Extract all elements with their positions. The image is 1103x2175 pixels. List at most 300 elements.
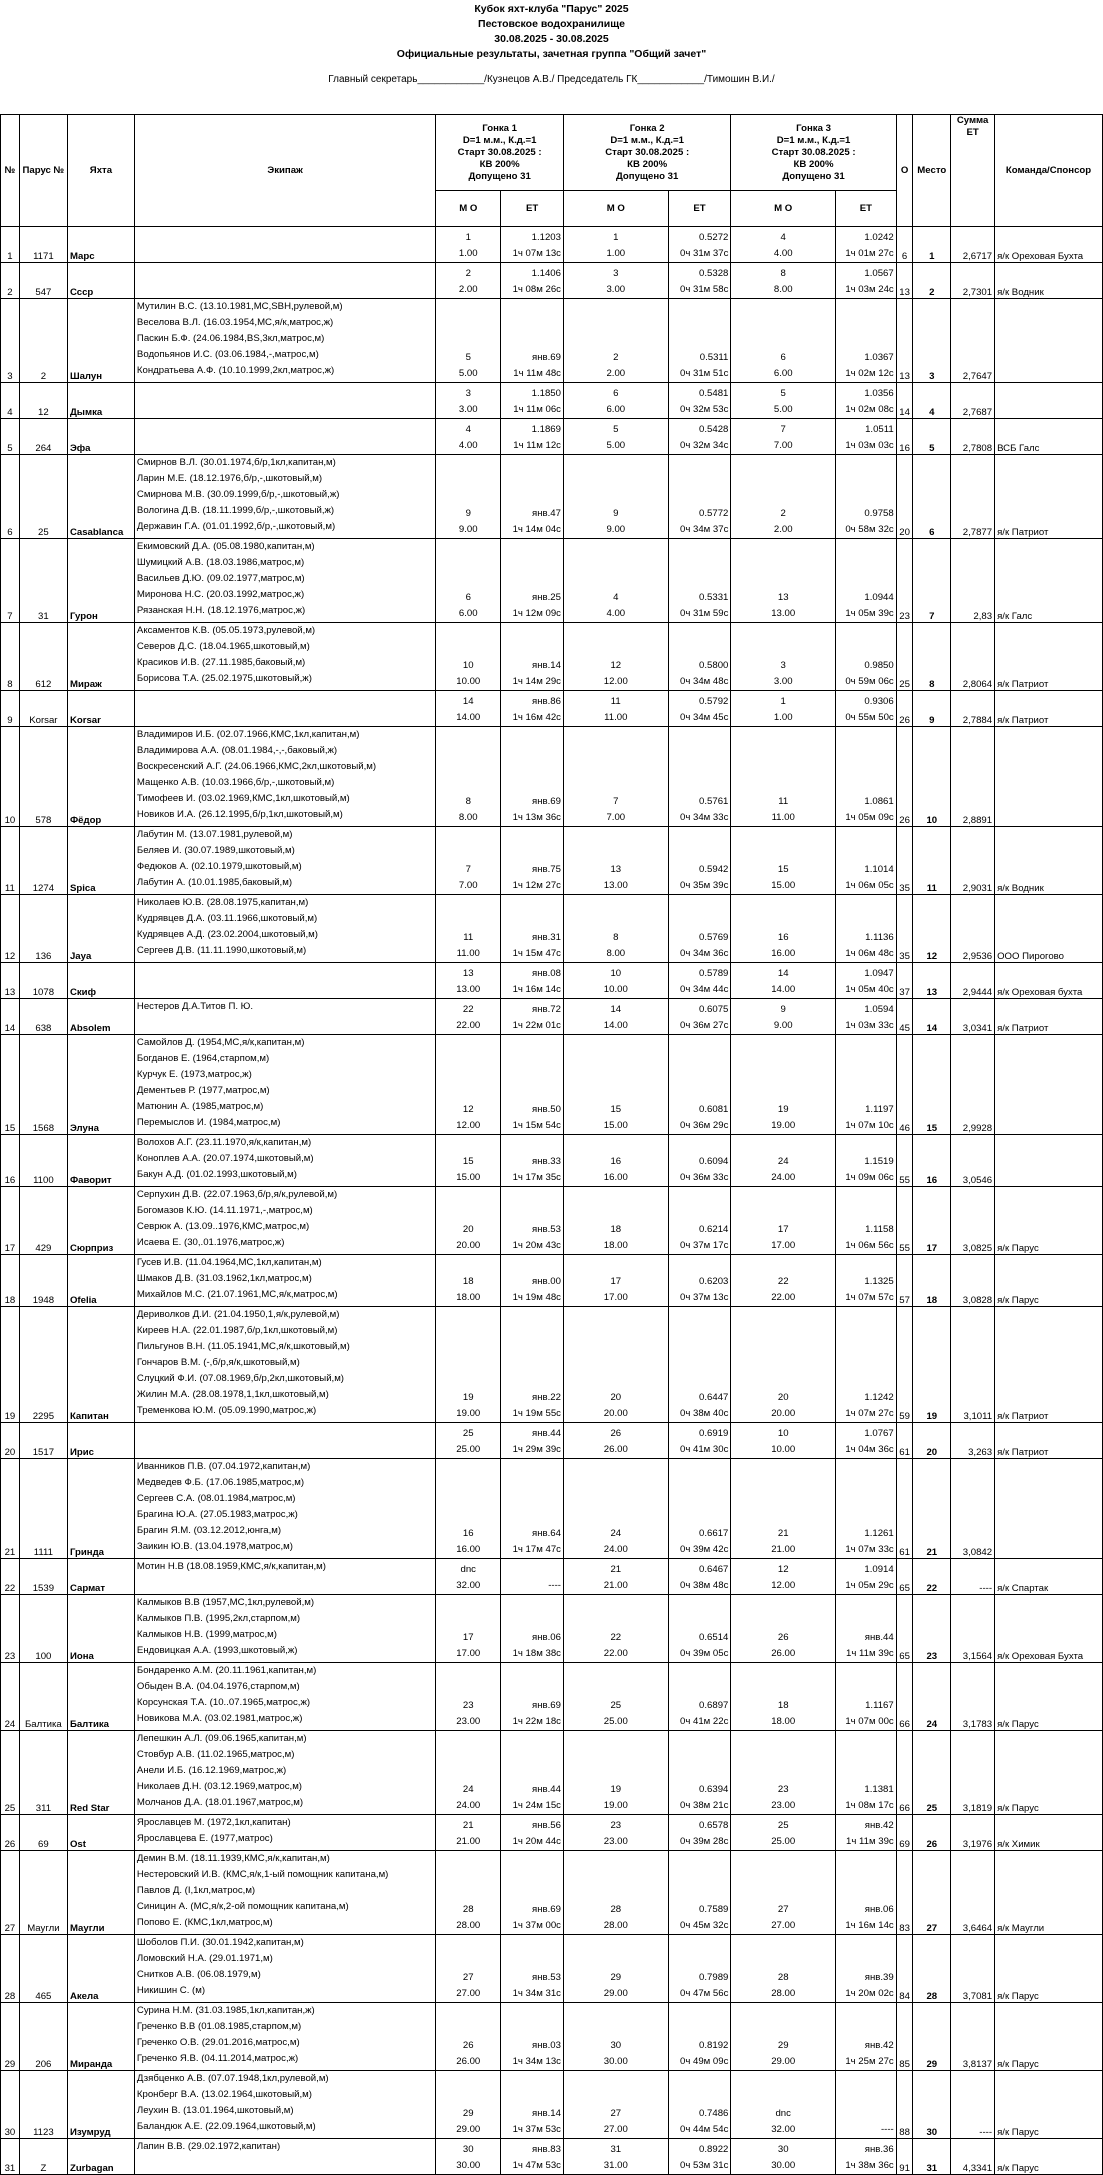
doc-subtitle: Официальные результаты, зачетная группа "Общий зачет": [396, 48, 707, 60]
race-et-time: 1ч 02м 08с: [845, 404, 894, 415]
race3-score: [731, 727, 836, 827]
race1-score: [436, 1815, 501, 1851]
race-et-time: 0ч 41м 22с: [679, 1716, 729, 1727]
crew-list: [134, 419, 435, 455]
race-et-coef: 0.5769: [699, 932, 729, 943]
race-et-time: 1ч 03м 03с: [845, 440, 894, 451]
race-points: 2.00: [773, 524, 793, 535]
race-et-time: 1ч 07м 27с: [845, 1408, 894, 1419]
race-et-coef: 0.6447: [699, 1392, 729, 1403]
race-et-coef: янв.53: [532, 1224, 561, 1235]
race-place: 28: [462, 1904, 474, 1915]
race-place: dnc: [460, 1564, 476, 1575]
table-row: [1, 299, 1103, 383]
race2-score: [563, 1935, 668, 2003]
race3-et: [836, 963, 897, 999]
table-row: [1, 1815, 1103, 1851]
race-et-coef: янв.22: [532, 1392, 561, 1403]
race-et-coef: янв.56: [532, 1820, 561, 1831]
race2-score: [563, 1595, 668, 1663]
race-points: 25.00: [456, 1444, 481, 1455]
race-et-coef: янв.25: [532, 592, 561, 603]
crew-member: Шоболов П.И. (30.01.1942,капитан,м): [136, 1937, 304, 1948]
race1-score: [436, 1935, 501, 2003]
race-points: 29.00: [603, 1988, 628, 1999]
race1-score: [436, 1459, 501, 1559]
col-sum-et: Сумма ET: [951, 115, 995, 227]
crew-member: Владимиров И.Б. (02.07.1966,КМС,1кл,капитан,м): [136, 729, 360, 740]
table-row: [1, 691, 1103, 727]
race-points: 16.00: [603, 1172, 628, 1183]
final-place: 7: [913, 539, 951, 623]
race3-start: Старт 30.08.2025 :: [771, 146, 856, 158]
race-et-time: 0ч 32м 34с: [679, 440, 729, 451]
final-place: 15: [913, 1035, 951, 1135]
race-et-time: 1ч 22м 01с: [512, 1020, 561, 1031]
race-points: 8.00: [458, 812, 478, 823]
race-place: 27: [777, 1904, 789, 1915]
crew-list: [134, 1663, 435, 1731]
row-number: 24: [1, 1663, 20, 1731]
crew-member: Веселова В.Л. (16.03.1954,МС,я/к,матрос,ж): [136, 317, 334, 328]
yacht-name: Casablanca: [67, 455, 134, 539]
race-et-coef: 0.9306: [864, 696, 894, 707]
yacht-name: Иона: [67, 1595, 134, 1663]
team-sponsor: я/к Парус: [995, 1731, 1103, 1815]
race3-et: [836, 1559, 897, 1595]
total-points: 55: [896, 1135, 913, 1187]
race-place: 26: [610, 1428, 622, 1439]
team-sponsor: [995, 299, 1103, 383]
race1-et: [501, 383, 564, 419]
sail-number: 1948: [19, 1255, 67, 1307]
race2-et: [668, 727, 731, 827]
team-sponsor: [995, 1459, 1103, 1559]
sail-number: 31: [19, 539, 67, 623]
table-row: [1, 1459, 1103, 1559]
total-points: 14: [896, 383, 913, 419]
race-points: 22.00: [771, 1292, 796, 1303]
race3-score: [731, 539, 836, 623]
sum-et: 2,9928: [951, 1035, 995, 1135]
race-points: 2.00: [606, 368, 626, 379]
row-number: 6: [1, 455, 20, 539]
final-place: 14: [913, 999, 951, 1035]
table-row: [1, 1595, 1103, 1663]
team-sponsor: [995, 383, 1103, 419]
race-points: 17.00: [456, 1648, 481, 1659]
crew-member: Красиков И.В. (27.11.1985,баковый,м): [136, 657, 306, 668]
race-place: 18: [777, 1700, 789, 1711]
race-et-time: 0ч 34м 48с: [679, 676, 729, 687]
table-row: [1, 1559, 1103, 1595]
row-number: 2: [1, 263, 20, 299]
crew-member: Лапин В.В. (29.02.1972,капитан): [136, 2141, 281, 2152]
race-et-time: 0ч 39м 42с: [679, 1544, 729, 1555]
race-et-time: 0ч 45м 32с: [679, 1920, 729, 1931]
race-et-coef: янв.33: [532, 1156, 561, 1167]
crew-member: Рязанская Н.Н. (18.12.1976,матрос,ж): [136, 605, 306, 616]
total-points: 25: [896, 623, 913, 691]
race2-et: [668, 827, 731, 895]
team-sponsor: я/к Парус: [995, 2139, 1103, 2175]
team-sponsor: я/к Водник: [995, 827, 1103, 895]
race3-score: [731, 1851, 836, 1935]
race3-et: [836, 539, 897, 623]
table-row: [1, 1035, 1103, 1135]
race3-score: [731, 227, 836, 263]
crew-member: Лабутин М. (13.07.1981,рулевой,м): [136, 829, 293, 840]
race-et-time: 1ч 37м 53с: [512, 2124, 561, 2135]
race2-et: [668, 1663, 731, 1731]
race-place: 29: [610, 1972, 622, 1983]
table-row: [1, 1187, 1103, 1255]
race-points: 18.00: [771, 1716, 796, 1727]
crew-member: Миронова Н.С. (20.03.1992,матрос,ж): [136, 589, 305, 600]
crew-member: Васильев Д.Ю. (09.02.1977,матрос,м): [136, 573, 305, 584]
race1-et: [501, 539, 564, 623]
final-place: 8: [913, 623, 951, 691]
race-points: 19.00: [603, 1800, 628, 1811]
race-et-time: 1ч 29м 39с: [512, 1444, 561, 1455]
sum-et: 3,0842: [951, 1459, 995, 1559]
race-place: 16: [462, 1528, 474, 1539]
team-sponsor: я/к Парус: [995, 2071, 1103, 2139]
table-row: [1, 1307, 1103, 1423]
crew-member: Заикин Ю.В. (13.04.1978,матрос,м): [136, 1541, 293, 1552]
row-number: 13: [1, 963, 20, 999]
race-place: 25: [777, 1820, 789, 1831]
race-et-time: 0ч 39м 28с: [679, 1836, 729, 1847]
race2-et: [668, 623, 731, 691]
race1-et: [501, 1815, 564, 1851]
table-row: [1, 827, 1103, 895]
race3-score: [731, 1595, 836, 1663]
race-points: 30.00: [603, 2056, 628, 2067]
crew-member: Кронберг В.А. (13.02.1964,шкотовый,м): [136, 2089, 312, 2100]
sum-et: ----: [951, 2071, 995, 2139]
race-et-coef: 1.1242: [864, 1392, 894, 1403]
race-points: 15.00: [771, 880, 796, 891]
race3-score: [731, 299, 836, 383]
sail-number: 311: [19, 1731, 67, 1815]
crew-list: [134, 1559, 435, 1595]
crew-list: [134, 263, 435, 299]
crew-list: [134, 1815, 435, 1851]
total-points: 88: [896, 2071, 913, 2139]
race3-kv: КВ 200%: [793, 158, 834, 170]
race2-et: [668, 1815, 731, 1851]
race-et-coef: янв.31: [532, 932, 561, 943]
yacht-name: Фёдор: [67, 727, 134, 827]
race2-score: [563, 2071, 668, 2139]
race2-et: [668, 227, 731, 263]
race-et-coef: янв.03: [532, 2040, 561, 2051]
race2-score: [563, 1459, 668, 1559]
final-place: 1: [913, 227, 951, 263]
sum-et: 2,7884: [951, 691, 995, 727]
race-et-time: 1ч 07м 57с: [845, 1292, 894, 1303]
race-et-coef: 1.1325: [864, 1276, 894, 1287]
row-number: 22: [1, 1559, 20, 1595]
race1-score: [436, 1307, 501, 1423]
race-place: 13: [610, 864, 622, 875]
race-et-time: 1ч 20м 02с: [845, 1988, 894, 1999]
race-et-time: 0ч 35м 39с: [679, 880, 729, 891]
race2-start: Старт 30.08.2025 :: [605, 146, 690, 158]
race-et-coef: 1.1197: [865, 1104, 894, 1115]
race2-et: [668, 455, 731, 539]
race-et-time: 1ч 38м 36с: [845, 2160, 894, 2171]
race-place: 22: [777, 1276, 789, 1287]
race-place: dnc: [775, 2108, 791, 2119]
crew-member: Вологина Д.В. (18.11.1999,б/р,-,шкотовый,ж): [136, 505, 335, 516]
race3-et: [836, 1851, 897, 1935]
race-place: 19: [777, 1104, 789, 1115]
total-points: 65: [896, 1595, 913, 1663]
race-et-time: 1ч 18м 38с: [512, 1648, 561, 1659]
crew-list: [134, 1459, 435, 1559]
race-place: 6: [780, 352, 786, 363]
race-points: 20.00: [771, 1408, 796, 1419]
final-place: 19: [913, 1307, 951, 1423]
race1-score: [436, 263, 501, 299]
race-et-coef: 0.5428: [699, 424, 729, 435]
race-et-time: 1ч 17м 35с: [512, 1172, 561, 1183]
race1-score: [436, 455, 501, 539]
race2-title: Гонка 2: [629, 122, 665, 134]
sail-number: 547: [19, 263, 67, 299]
crew-member: Слуцкий Ф.И. (07.08.1969,б/р,2кл,шкотовый,м): [136, 1373, 345, 1384]
table-row: [1, 1731, 1103, 1815]
col-race1: [436, 115, 564, 191]
race3-et: [836, 1459, 897, 1559]
total-points: 23: [896, 539, 913, 623]
race-et-coef: 1.1519: [864, 1156, 894, 1167]
race1-et: [501, 2071, 564, 2139]
crew-member: Греченко В.В (01.08.1985,старпом,м): [136, 2021, 302, 2032]
race-et-time: 0ч 34м 33с: [679, 812, 729, 823]
race-et-coef: 0.6214: [699, 1224, 729, 1235]
total-points: 20: [896, 455, 913, 539]
race1-score: [436, 1851, 501, 1935]
race-points: 14.00: [603, 1020, 628, 1031]
race-et-coef: 0.7989: [699, 1972, 729, 1983]
col-o: О: [896, 115, 913, 227]
race-et-coef: 1.0367: [864, 352, 894, 363]
race-points: 32.00: [456, 1580, 481, 1591]
crew-member: Попово Е. (КМС,1кл,матрос,м): [136, 1917, 273, 1928]
yacht-name: Балтика: [67, 1663, 134, 1731]
race3-score: [731, 2071, 836, 2139]
race2-score: [563, 1135, 668, 1187]
race-place: 5: [780, 388, 786, 399]
race3-score: [731, 1423, 836, 1459]
race-points: 12.00: [603, 676, 628, 687]
race-et-coef: янв.64: [532, 1528, 561, 1539]
total-points: 45: [896, 999, 913, 1035]
race-et-coef: 0.5792: [699, 696, 729, 707]
crew-member: Паскин Б.Ф. (24.06.1984,BS,3кл,матрос,м): [136, 333, 325, 344]
sail-number: 578: [19, 727, 67, 827]
crew-member: Дементьев Р. (1977,матрос,м): [136, 1085, 270, 1096]
race-points: 29.00: [456, 2124, 481, 2135]
race2-score: [563, 539, 668, 623]
race1-et: [501, 1187, 564, 1255]
total-points: 59: [896, 1307, 913, 1423]
crew-list: [134, 2003, 435, 2071]
race3-score: [731, 1459, 836, 1559]
race-et-time: 1ч 06м 56с: [845, 1240, 894, 1251]
race-et-time: 1ч 16м 14с: [845, 1920, 894, 1931]
total-points: 85: [896, 2003, 913, 2071]
race-points: 11.00: [771, 812, 795, 823]
crew-member: Молчанов Д.А. (18.01.1967,матрос,м): [136, 1797, 304, 1808]
crew-member: Михайлов М.С. (21.07.1961,МС,я/к,матрос,м): [136, 1289, 338, 1300]
crew-list: [134, 691, 435, 727]
race-et-coef: 1.0947: [864, 968, 894, 979]
race-et-coef: 0.5800: [699, 660, 729, 671]
row-number: 3: [1, 299, 20, 383]
race-et-coef: 0.5761: [699, 796, 729, 807]
yacht-name: Фаворит: [67, 1135, 134, 1187]
crew-member: Нестеров Д.А.Титов П. Ю.: [136, 1001, 254, 1012]
race1-et: [501, 419, 564, 455]
race-et-time: 1ч 04м 36с: [845, 1444, 894, 1455]
race3-score: [731, 691, 836, 727]
final-place: 12: [913, 895, 951, 963]
race-et-time: 0ч 31м 58с: [679, 284, 729, 295]
table-row: [1, 623, 1103, 691]
race-place: 24: [610, 1528, 622, 1539]
race-points: 3.00: [773, 676, 793, 687]
yacht-name: Сармат: [67, 1559, 134, 1595]
race-points: 6.00: [773, 368, 793, 379]
table-header-row: [1, 115, 1103, 191]
race-et-coef: 1.0944: [864, 592, 894, 603]
race2-et: [668, 1731, 731, 1815]
col-crew: Экипаж: [134, 115, 435, 227]
race-et-time: 1ч 11м 06с: [513, 404, 561, 415]
race-points: 26.00: [603, 1444, 628, 1455]
crew-member: Жилин М.А. (28.08.1978,1,1кл,шкотовый,м): [136, 1389, 329, 1400]
race-place: 17: [462, 1632, 474, 1643]
sum-et: 3,1011: [951, 1307, 995, 1423]
race1-et: [501, 1307, 564, 1423]
race-place: 14: [610, 1004, 622, 1015]
sum-et: 3,0825: [951, 1187, 995, 1255]
yacht-name: Марс: [67, 227, 134, 263]
race-et-coef: 1.1406: [531, 268, 561, 279]
race2-et: [668, 1035, 731, 1135]
total-points: 65: [896, 1559, 913, 1595]
race-place: 3: [465, 388, 471, 399]
race3-score: [731, 1187, 836, 1255]
race-et-time: 1ч 14м 04с: [512, 524, 561, 535]
race1-score: [436, 691, 501, 727]
col-race3: [731, 115, 896, 191]
sail-number: 100: [19, 1595, 67, 1663]
race-place: 4: [780, 232, 786, 243]
race1-et: [501, 1035, 564, 1135]
yacht-name: Шалун: [67, 299, 134, 383]
crew-member: Борисова Т.А. (25.02.1975,шкотовый,ж): [136, 673, 312, 684]
crew-member: Гусев И.В. (11.04.1964,МС,1кл,капитан,м): [136, 1257, 322, 1268]
race3-et: ET: [836, 191, 897, 227]
race2-score: [563, 1187, 668, 1255]
race-et-time: 1ч 08м 26с: [512, 284, 561, 295]
results-table: [0, 114, 1103, 2175]
race-points: 29.00: [771, 2056, 796, 2067]
crew-member: Матюнин А. (1985,матрос,м): [136, 1101, 264, 1112]
race1-score: [436, 1731, 501, 1815]
race1-score: [436, 727, 501, 827]
race3-et: [836, 1815, 897, 1851]
race-place: 8: [465, 796, 471, 807]
sum-et: ----: [951, 1559, 995, 1595]
race-points: 11.00: [456, 948, 480, 959]
team-sponsor: я/к Маугли: [995, 1851, 1103, 1935]
race3-score: [731, 1559, 836, 1595]
sum-et: 3,1976: [951, 1815, 995, 1851]
team-sponsor: я/к Патриот: [995, 1307, 1103, 1423]
race1-et: [501, 691, 564, 727]
sail-number: 1274: [19, 827, 67, 895]
race-points: 2.00: [458, 284, 478, 295]
race-place: 6: [613, 388, 619, 399]
crew-member: Мащенко А.В. (10.03.1966,б/р,-,шкотовый,м): [136, 777, 335, 788]
race-et-time: 0ч 38м 21с: [679, 1800, 729, 1811]
col-team: Команда/Спонсор: [995, 115, 1103, 227]
race3-et: [836, 263, 897, 299]
row-number: 10: [1, 727, 20, 827]
race2-et: [668, 1851, 731, 1935]
race3-score: [731, 1935, 836, 2003]
crew-member: Кудрявцев А.Д. (23.02.2004,шкотовый,м): [136, 929, 318, 940]
race3-et: [836, 727, 897, 827]
race-place: 18: [462, 1276, 474, 1287]
race-et-time: 0ч 31м 51с: [679, 368, 729, 379]
crew-member: Николаев Ю.В. (28.08.1975,капитан,м): [136, 897, 309, 908]
sail-number: Балтика: [19, 1663, 67, 1731]
crew-member: Тимофеев И. (03.02.1969,КМС,1кл,шкотовый,м): [136, 793, 350, 804]
table-row: [1, 1851, 1103, 1935]
final-place: 21: [913, 1459, 951, 1559]
race3-score: [731, 383, 836, 419]
sail-number: 1100: [19, 1135, 67, 1187]
race-points: 19.00: [456, 1408, 481, 1419]
race1-et: [501, 1255, 564, 1307]
sail-number: 1171: [19, 227, 67, 263]
race-et-coef: 0.7486: [699, 2108, 729, 2119]
yacht-name: Акела: [67, 1935, 134, 2003]
race2-score: [563, 691, 668, 727]
race-et-time: ----: [548, 1580, 561, 1591]
crew-member: Синицин А. (МС,я/к,2-ой помощник капитана,м): [136, 1901, 349, 1912]
race1-score: [436, 1663, 501, 1731]
race1-score: [436, 963, 501, 999]
race-place: 9: [465, 508, 471, 519]
crew-member: Ярославцев М. (1972,1кл,капитан): [136, 1817, 291, 1828]
row-number: 29: [1, 2003, 20, 2071]
race1-params: D=1 м.м., К.д.=1: [462, 134, 537, 146]
team-sponsor: я/к Галс: [995, 539, 1103, 623]
race2-score: [563, 227, 668, 263]
race3-et: [836, 383, 897, 419]
race-place: 2: [465, 268, 471, 279]
crew-list: [134, 1187, 435, 1255]
race3-et: [836, 1307, 897, 1423]
